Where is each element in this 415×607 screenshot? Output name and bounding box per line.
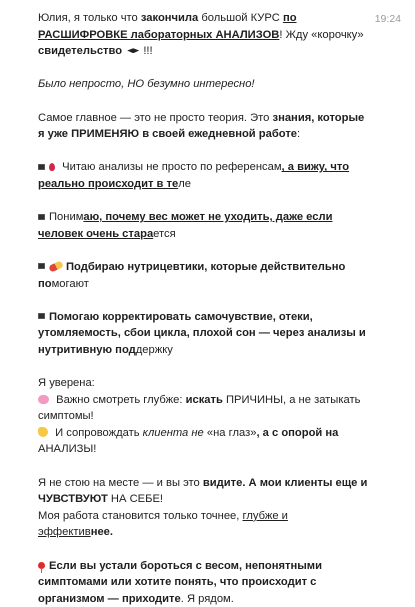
text: симптомы! xyxy=(38,410,94,423)
text: Юлия, я только что xyxy=(38,12,141,24)
text: ется xyxy=(153,227,176,240)
square-bullet-icon xyxy=(38,263,45,269)
underlined-text: , а вижу, что xyxy=(281,161,350,174)
list-item-2 xyxy=(38,209,403,242)
paragraph-italic xyxy=(38,76,403,93)
text: . Я рядом. xyxy=(180,592,234,605)
bold-text: Подбираю нутрицевтики, которые действительно xyxy=(66,260,346,273)
bold-text: я уже ПРИМЕНЯЮ в своей ежедневной работе xyxy=(38,128,298,141)
paragraph-intro xyxy=(38,10,403,60)
italic-text: Было непросто, НО безумно интересно! xyxy=(38,78,255,91)
text: Читаю анализы не просто по референсам xyxy=(59,161,282,174)
italic-text: клиента не xyxy=(142,426,204,439)
underlined-text: эффектив xyxy=(38,526,91,539)
bold-text: утомляемость, сбои цикла, плохой сон — через анализы и xyxy=(38,327,366,340)
drop-icon xyxy=(49,163,55,171)
paragraph-final xyxy=(38,558,403,607)
graduation-cap-icon xyxy=(127,48,139,53)
text: Моя работа становится только точнее, xyxy=(38,509,243,522)
paragraph-main xyxy=(38,110,403,143)
hand-icon xyxy=(38,427,48,437)
paragraph-aware xyxy=(38,375,403,458)
bold-text: знания, которые xyxy=(272,111,365,124)
text: Самое главное — это не просто теория. Это xyxy=(38,111,273,124)
underlined-text: аю, почему вес может не уходить, даже если xyxy=(83,211,333,224)
text: Важно смотреть глубже: xyxy=(53,393,186,406)
bold-text: ЧУВСТВУЮТ xyxy=(38,493,108,506)
pill-icon xyxy=(48,260,64,272)
square-bullet-icon xyxy=(38,164,45,170)
underlined-text: РАСШИФРОВКЕ лабораторных АНАЛИЗОВ xyxy=(38,28,280,41)
bold-text: свидетельство xyxy=(38,45,123,58)
bold-text: нутритивную под xyxy=(38,343,136,356)
text: : xyxy=(297,128,301,141)
pin-icon xyxy=(38,562,45,569)
message-timestamp: 19:24 xyxy=(374,13,401,25)
bold-text: искать xyxy=(185,393,223,406)
list-item-4 xyxy=(38,309,403,359)
text: Я уверена: xyxy=(38,377,95,390)
text: ! Жду «корочку» xyxy=(279,28,364,41)
bold-text: организмом — приходите xyxy=(38,592,181,605)
square-bullet-icon xyxy=(38,214,45,220)
underlined-text: глубже и xyxy=(242,509,288,522)
bold-text: Помогаю корректировать самочувствие, отеки, xyxy=(49,310,313,323)
square-bullet-icon xyxy=(38,313,45,319)
bold-text: видите. А мои клиенты еще и xyxy=(202,476,368,489)
bold-text: Если вы устали бороться с весом, непонятными xyxy=(49,559,322,572)
text: «на глаз» xyxy=(203,426,257,439)
text: Поним xyxy=(49,211,84,224)
underlined-text: по xyxy=(282,12,297,24)
bold-text: симптомами или хотите понять, что происходит с xyxy=(38,576,317,589)
text: Я не стою на месте — и вы это xyxy=(38,476,203,489)
text: могают xyxy=(51,277,89,290)
bold-text: нее. xyxy=(90,526,113,539)
bold-text: по xyxy=(38,277,52,290)
text: !!! xyxy=(140,45,153,58)
bold-text: , а с опорой на xyxy=(256,426,339,439)
list-item-3 xyxy=(38,259,403,292)
text: большой КУРС xyxy=(198,12,283,24)
text: И сопровождать xyxy=(52,426,143,439)
underlined-text: реально происходит в те xyxy=(38,177,179,190)
text: держку xyxy=(135,343,173,356)
text: ле xyxy=(178,177,191,190)
bold-text: закончила xyxy=(140,12,199,24)
paragraph-stand xyxy=(38,475,403,541)
text: АНАЛИЗЫ! xyxy=(38,443,97,456)
brain-icon xyxy=(38,395,49,404)
underlined-text: человек очень стара xyxy=(38,227,154,240)
list-item-1 xyxy=(38,159,403,192)
text: НА СЕБЕ! xyxy=(107,493,164,506)
text: ПРИЧИНЫ, а не затыкать xyxy=(222,393,361,406)
